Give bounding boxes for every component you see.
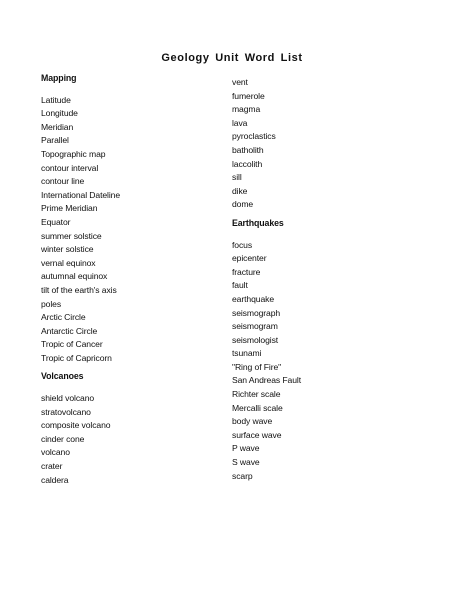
word-item: lava (232, 117, 248, 128)
word-item: earthquake (232, 293, 275, 304)
word-item: dome (232, 199, 254, 210)
word-item: surface wave (232, 429, 282, 440)
word-item: pyroclastics (232, 131, 276, 142)
word-item: Topographic map (41, 148, 106, 159)
section-heading-mapping: Mapping (41, 73, 77, 83)
word-item: seismogram (232, 321, 278, 332)
word-item: composite volcano (41, 420, 111, 431)
page-title: Geology Unit Word List (161, 52, 303, 64)
word-item: seismograph (232, 307, 281, 318)
word-item: Latitude (41, 94, 71, 105)
word-item: scarp (232, 470, 253, 481)
word-item: "Ring of Fire" (232, 361, 282, 372)
word-item: Equator (41, 216, 71, 227)
right-column (232, 76, 301, 483)
word-item: Meridian (41, 121, 74, 132)
word-item: Longitude (41, 108, 78, 119)
word-item: Parallel (41, 135, 69, 146)
word-item: focus (232, 239, 253, 250)
word-item: autumnal equinox (41, 271, 108, 282)
word-item: Arctic Circle (41, 312, 86, 323)
word-item: volcano (41, 447, 70, 458)
word-item: batholith (232, 144, 264, 155)
word-item: poles (41, 298, 62, 309)
word-item: tilt of the earth's axis (41, 284, 117, 295)
word-item: International Dateline (41, 189, 121, 200)
left-column (41, 72, 120, 487)
word-item: fault (232, 280, 248, 291)
word-item: body wave (232, 416, 273, 427)
word-item: Antarctic Circle (41, 325, 98, 336)
word-item: cinder cone (41, 433, 85, 444)
word-item: Mercalli scale (232, 402, 283, 413)
word-item: magma (232, 104, 261, 115)
word-item: stratovolcano (41, 406, 91, 417)
word-item: seismologist (232, 334, 279, 345)
section-heading-volcanoes: Volcanoes (41, 371, 84, 382)
word-item: Richter scale (232, 389, 281, 400)
word-item: Tropic of Cancer (41, 339, 103, 350)
word-item: caldera (41, 474, 69, 485)
word-item: winter solstice (41, 244, 94, 255)
word-item: epicenter (232, 253, 267, 264)
word-item: fracture (232, 266, 261, 277)
word-item: vernal equinox (41, 257, 96, 268)
word-item: shield volcano (41, 393, 95, 404)
word-item: laccolith (232, 158, 263, 169)
word-item: crater (41, 461, 63, 472)
word-item: sill (232, 172, 242, 183)
word-item: Tropic of Capricorn (41, 352, 112, 363)
word-item: vent (232, 77, 248, 87)
word-item: summer solstice (41, 230, 102, 241)
word-item: S wave (232, 457, 260, 468)
word-item: dike (232, 185, 248, 196)
word-item: P wave (232, 443, 260, 454)
word-item: contour line (41, 176, 85, 187)
word-item: contour interval (41, 162, 99, 173)
word-item: Prime Meridian (41, 203, 98, 214)
section-heading-earthquakes: Earthquakes (232, 217, 284, 228)
word-item: tsunami (232, 348, 262, 359)
word-item: fumerole (232, 90, 265, 101)
word-item: San Andreas Fault (232, 375, 302, 386)
